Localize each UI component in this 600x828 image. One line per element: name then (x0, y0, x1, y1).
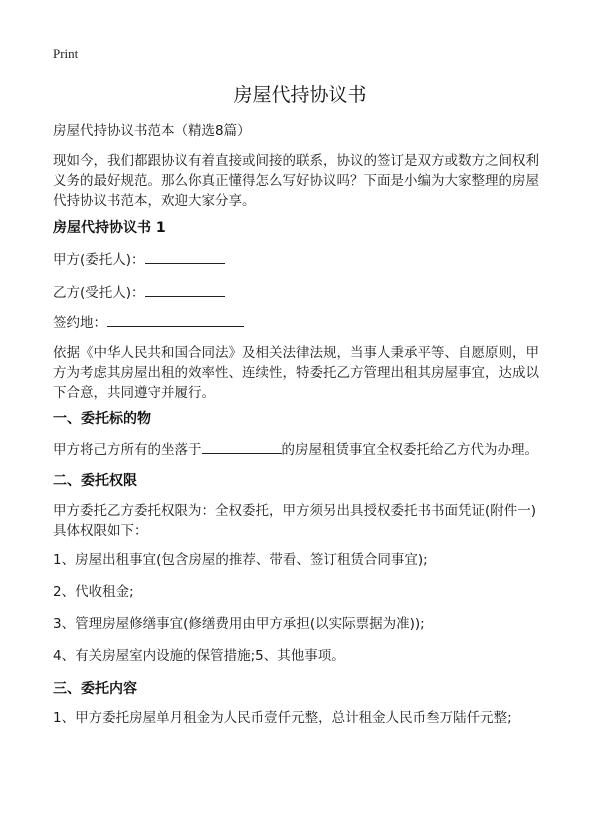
sign-place-blank (107, 312, 244, 327)
object-text-before: 甲方将己方所有的坐落于 (53, 442, 202, 458)
page-title: 房屋代持协议书 (233, 84, 367, 106)
sign-place-line (53, 312, 547, 333)
party-a-line (53, 249, 547, 270)
intro-paragraph: 现如今，我们都跟协议有着直接或间接的联系，协议的签订是双方或数方之间权利义务的最好规范。那么你真正懂得怎么写好协议吗？下面是小编为大家整理的房屋代持协议书范本，欢迎大家分享。 (53, 153, 539, 209)
party-a-label: 甲方(委托人)： (53, 252, 145, 268)
document-subtitle: 房屋代持协议书范本（精选8篇） (53, 123, 251, 139)
heading-object: 一、委托标的物 (53, 411, 151, 427)
object-text-after: 的房屋租赁事宜全权委托给乙方代为办理。 (281, 442, 538, 458)
location-blank (202, 439, 282, 454)
list-item: 4、有关房屋室内设施的保管措施;5、其他事项。 (53, 648, 345, 664)
list-item: 3、管理房屋修缮事宜(修缮费用由甲方承担(以实际票据为准)); (53, 616, 425, 632)
basis-paragraph: 依据《中华人民共和国合同法》及相关法律法规，当事人秉承平等、自愿原则，甲方为考虑其房屋出租的效率性、连续性，特委托乙方管理出租其房屋事宜，达成以下合意，共同遵守并履行。 (53, 345, 539, 401)
heading-content: 三、委托内容 (53, 681, 137, 697)
sign-place-label: 签约地： (53, 315, 107, 331)
list-item: 1、房屋出租事宜(包含房屋的推荐、带看、签订租赁合同事宜); (53, 552, 428, 568)
authority-paragraph: 甲方委托乙方委托权限为：全权委托，甲方须另出具授权委托书书面凭证(附件一)具体权限如下： (53, 503, 537, 539)
party-b-blank (145, 282, 225, 297)
list-item: 1、甲方委托房屋单月租金为人民币壹仟元整，总计租金人民币叁万陆仟元整; (53, 710, 512, 726)
party-b-line (53, 282, 547, 303)
print-link[interactable]: Print (53, 46, 79, 61)
heading-authority: 二、委托权限 (53, 473, 137, 489)
object-paragraph (53, 439, 547, 460)
party-a-blank (145, 249, 225, 264)
section-heading-1: 房屋代持协议书 1 (53, 220, 166, 236)
list-item: 2、代收租金; (53, 584, 134, 600)
party-b-label: 乙方(受托人)： (53, 285, 145, 301)
